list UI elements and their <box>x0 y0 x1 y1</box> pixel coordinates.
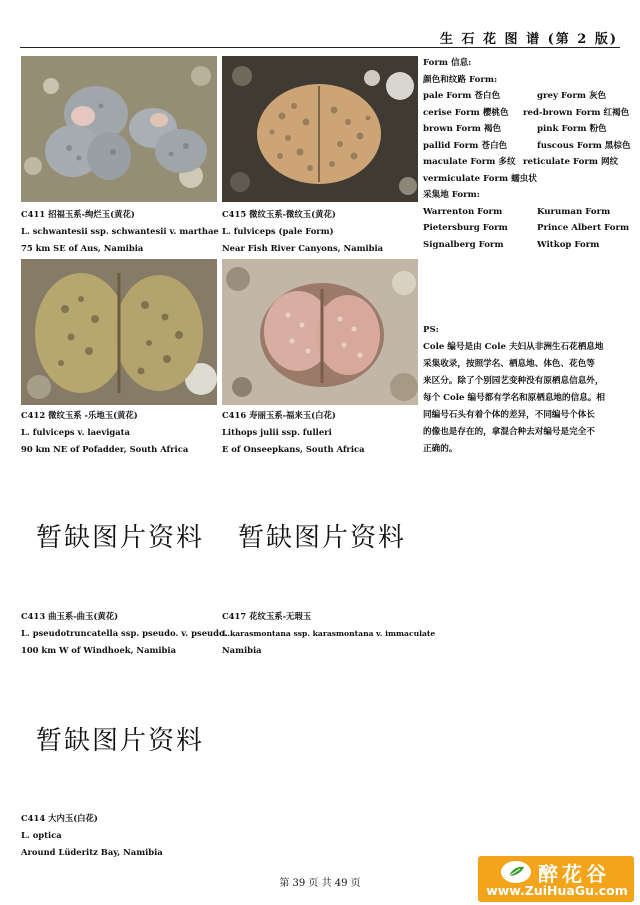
ps-line: 正确的。 <box>423 444 458 454</box>
entry-locality: E of Onseepkans, South Africa <box>222 444 365 454</box>
photo-c411 <box>21 56 217 202</box>
color-form-row <box>423 121 623 138</box>
caption-c416 <box>222 407 365 458</box>
ps-line: Cole 编号是由 Cole 夫妇从非洲生石花栖息地 <box>423 342 604 352</box>
entry-species: Lithops julii ssp. fulleri <box>222 427 332 437</box>
entry-locality: Near Fish River Canyons, Namibia <box>222 243 384 253</box>
entry-locality: Around Lüderitz Bay, Namibia <box>21 847 163 857</box>
entry-locality: 75 km SE of Aus, Namibia <box>21 243 144 253</box>
color-form-row <box>423 138 631 155</box>
caption-c411 <box>21 206 219 257</box>
entry-species: L. schwantesii ssp. schwantesii v. marthae <box>21 226 219 236</box>
color-form-item: reticulate Form 网纹 <box>523 157 619 167</box>
photo-c411-image <box>21 56 217 202</box>
place-form-row <box>423 237 623 254</box>
entry-species: L. pseudotruncatella ssp. pseudo. v. pseudo. <box>21 628 228 638</box>
entry-code-name: C416 寿丽玉系-福来玉(白花) <box>222 410 336 420</box>
photo-c416 <box>222 259 418 405</box>
place-form-row <box>423 220 630 237</box>
entry-species: L. optica <box>21 830 62 840</box>
entry-locality: Namibia <box>222 645 262 655</box>
color-form-item: cerise Form 樱桃色 <box>423 107 509 118</box>
color-form-item: maculate Form 多纹 <box>423 157 516 167</box>
entry-code-name: C414 大内玉(白花) <box>21 813 98 823</box>
ps-line: 的像也是存在的，拿混合种去对编号是完全不 <box>423 427 595 437</box>
caption-c414 <box>21 810 163 861</box>
ps-line: 采集收录，按照学名、栖息地、体色、花色等 <box>423 359 595 369</box>
place-form-heading: 采集地 Form: <box>423 190 480 200</box>
entry-code-name: C411 招福玉系-绚烂玉(黄花) <box>21 209 135 219</box>
entry-species: L. fulviceps (pale Form) <box>222 226 334 236</box>
color-form-item: pink Form 粉色 <box>537 124 607 134</box>
page-number: 第 39 页 共 49 页 <box>279 878 361 889</box>
ps-title: PS: <box>423 325 439 335</box>
vermiculate-form: vermiculate Form 蠕虫状 <box>423 173 537 184</box>
ps-note <box>423 322 623 458</box>
ps-line: 来区分。除了个别园艺变种没有原栖息信息外， <box>423 376 604 386</box>
caption-c412 <box>21 407 188 458</box>
color-form-item: grey Form 灰色 <box>537 91 607 101</box>
header-rule <box>20 47 620 48</box>
site-logo <box>478 856 634 902</box>
missing-image-placeholder: 暂缺图片资料 <box>36 726 205 756</box>
logo-url: www.ZuiHuaGu.com <box>486 883 628 898</box>
entry-code-name: C415 微纹玉系-微纹玉(黄花) <box>222 209 336 219</box>
color-form-item: fuscous Form 黑棕色 <box>537 140 631 151</box>
color-form-item: red-brown Form 红褐色 <box>523 107 630 118</box>
color-form-item: brown Form 褐色 <box>423 124 502 134</box>
place-form-item: Pietersburg Form <box>423 223 508 233</box>
place-form-row <box>423 204 623 221</box>
color-form-heading: 颜色和纹路 Form: <box>423 74 498 85</box>
entry-code-name: C413 曲玉系-曲玉(黄花) <box>21 611 119 621</box>
ps-line: 每个 Cole 编号都有学名和原栖息地的信息。相 <box>423 393 605 403</box>
photo-c412 <box>21 259 217 405</box>
entry-locality: 90 km NE of Pofadder, South Africa <box>21 444 189 454</box>
color-form-item: pallid Form 苍白色 <box>423 140 508 151</box>
caption-c415 <box>222 206 383 257</box>
caption-c413 <box>21 608 227 659</box>
place-form-item: Prince Albert Form <box>537 223 630 233</box>
page-header-title: 生 石 花 图 谱 (第 2 版) <box>439 32 618 47</box>
photo-c416-image <box>222 259 418 405</box>
place-form-item: Warrenton Form <box>423 206 503 217</box>
color-form-row <box>423 88 623 105</box>
leaf-icon <box>500 860 532 884</box>
entry-code-name: C417 花纹玉系-无瑕玉 <box>222 611 312 621</box>
color-form-row <box>423 105 630 122</box>
place-form-item: Kuruman Form <box>537 206 611 217</box>
form-info-panel <box>423 55 631 253</box>
form-info-heading: Form 信息: <box>423 58 472 68</box>
missing-image-placeholder: 暂缺图片资料 <box>36 523 205 553</box>
entry-species: L. fulviceps v. laevigata <box>21 427 130 437</box>
place-form-item: Witkop Form <box>537 239 600 250</box>
entry-species: L.karasmontana ssp. karasmontana v. immaculate <box>222 629 436 638</box>
place-form-item: Signalberg Form <box>423 239 504 250</box>
color-form-item: pale Form 苍白色 <box>423 91 501 101</box>
photo-c415 <box>222 56 418 202</box>
color-form-row <box>423 154 623 171</box>
entry-locality: 100 km W of Windhoek, Namibia <box>21 645 177 655</box>
photo-c415-image <box>222 56 418 202</box>
ps-line: 同编号石头有着个体的差异，不同编号个体长 <box>423 410 595 420</box>
photo-c412-image <box>21 259 217 405</box>
logo-name: 醉花谷 <box>538 862 610 886</box>
entry-code-name: C412 微纹玉系 -乐地玉(黄花) <box>21 410 138 420</box>
caption-c417 <box>222 608 435 659</box>
missing-image-placeholder: 暂缺图片资料 <box>238 523 407 553</box>
